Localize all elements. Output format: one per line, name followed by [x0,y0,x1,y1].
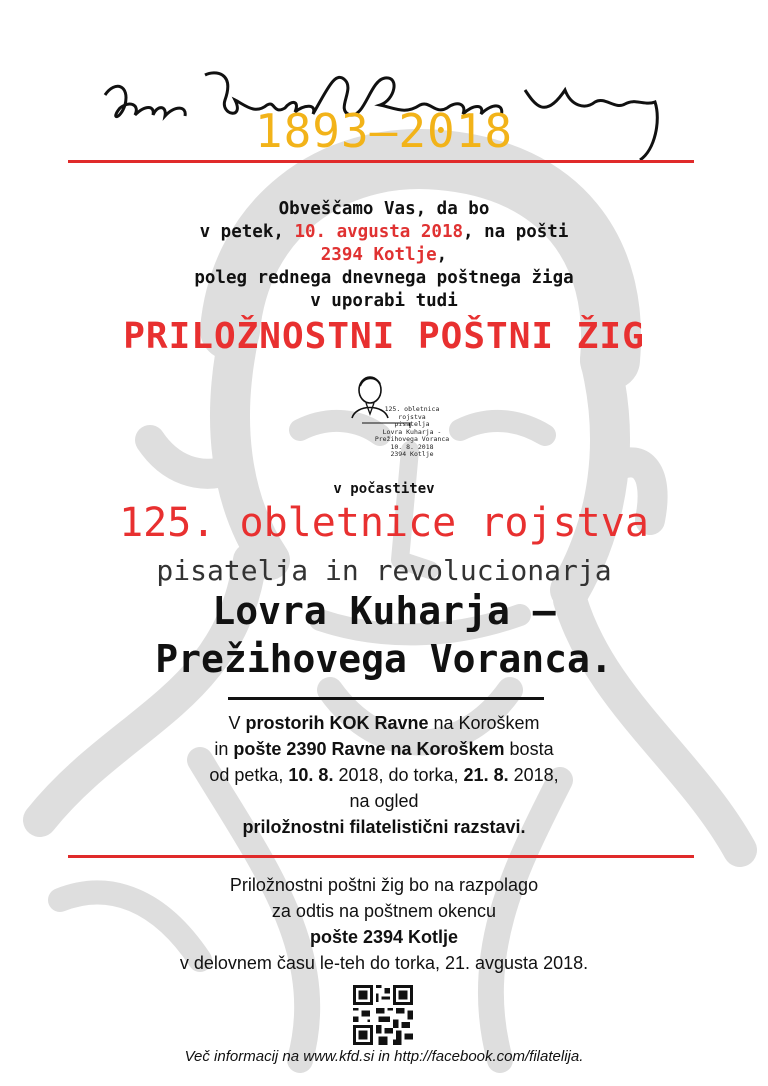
notice-line-2: v petek, 10. avgusta 2018, na pošti [199,222,569,242]
notice-line-3: 2394 Kotlje, [320,245,448,265]
anniversary-title: 125. obletnice rojstva [119,500,649,546]
stamp-line: rojstva [398,412,426,421]
stamp-line: 2394 Kotlje [390,450,434,458]
notice-block [0,198,768,313]
notice-line-1: Obveščamo Vas, da bo [278,199,490,219]
qr-code[interactable] [353,985,413,1045]
event-date: 10. avgusta 2018 [294,222,464,242]
notice-line-4: poleg rednega dnevnega poštnega žiga [194,268,574,288]
anniversary-years: 1893–2018 [254,104,514,158]
bottom-divider [68,855,694,858]
exhibition-line-5: priložnostni filatelistični razstavi. [242,817,526,837]
stamp-line: 10. 8. 2018 [390,442,434,451]
writer-name-line-2: Prežihovega Voranca. [155,637,613,681]
stamp-line: Lovra Kuharja - [382,427,442,436]
writer-name-line-1: Lovra Kuharja – [212,589,556,633]
name-divider [228,697,544,700]
exhibition-line-4: na ogled [349,791,419,811]
availability-line-3: pošte 2394 Kotlje [309,927,459,947]
top-divider [68,160,694,163]
post-office: 2394 Kotlje [320,245,437,265]
stamp-line: pisatelja [394,420,430,428]
stamp-line: Prežihovega Voranca [374,435,450,443]
exhibition-block [0,710,768,840]
notice-line-5: v uporabi tudi [310,291,458,311]
stamp-caption [372,406,452,459]
exhibition-line-1: V prostorih KOK Ravne na Koroškem [228,713,540,733]
stamp-heading: PRILOŽNOSTNI POŠTNI ŽIG [123,316,645,357]
availability-line-2: za odtis na poštnem okencu [271,901,497,921]
exhibition-line-3: od petka, 10. 8. 2018, do torka, 21. 8. 2018, [209,765,559,785]
exhibition-line-2: in pošte 2390 Ravne na Koroškem bosta [214,739,554,759]
availability-line-1: Priložnostni poštni žig bo na razpolago [229,875,539,895]
stamp-line: 125. obletnica [384,405,440,413]
availability-block [0,872,768,976]
footer-more-info: Več informacij na www.kfd.si in http://facebook.com/filatelija. [184,1048,584,1065]
availability-line-4: v delovnem času le-teh do torka, 21. avgusta 2018. [179,953,589,973]
writer-role: pisatelja in revolucionarja [156,554,612,587]
honor-intro: v počastitev [333,481,435,497]
